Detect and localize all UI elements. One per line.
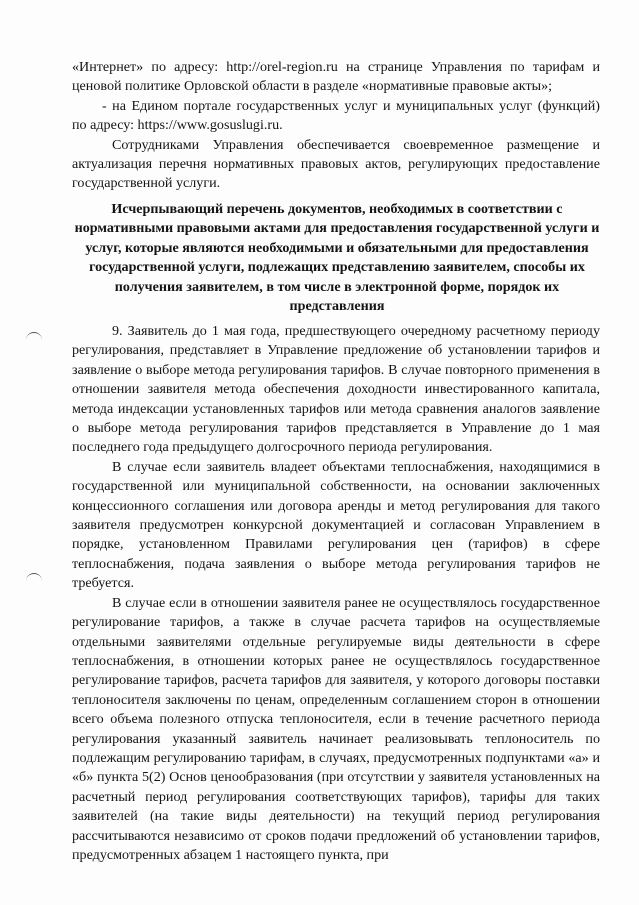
- body-paragraph-9: 9. Заявитель до 1 мая года, предшествующего очередному расчетному периоду регулирования, представляет в Управление предложение об установлении тарифов и заявление о выборе метода регулирования тарифов. В случае повторного применения в отношении заявителя метода обеспечения доходности инвестированного капитала, метода индексации установленных тарифов или метода сравнения аналогов заявление о выборе метода регулирования тарифов представляется в Управление до 1 мая последнего года предыдущего долгосрочного периода регулирования.: [72, 323, 600, 456]
- margin-mark: [26, 332, 42, 341]
- intro-paragraph-internet: «Интернет» по адресу: http://orel-region.ru на странице Управления по тарифам и ценовой политике Орловской области в разделе «нормативные правовые акты»;: [72, 59, 600, 95]
- intro-paragraph-staff: Сотрудниками Управления обеспечивается своевременное размещение и актуализация перечня нормативных правовых актов, регулирующих предоставление государственной услуги.: [72, 136, 600, 192]
- body-section: [72, 322, 600, 865]
- margin-mark: [26, 573, 42, 582]
- body-paragraph-regulation: В случае если в отношении заявителя ранее не осуществлялось государственное регулирование тарифов, а также в случае расчета тарифов на осуществляемые отдельными заявителями отдельные регулируемые виды деятельности в сфере теплоснабжения, в отношении которых ранее не осуществлялось государственное регулирование тарифов, расчета тарифов для заявителя, у которого договоры поставки теплоносителя заключены по ценам, определенным соглашением сторон в отношении всего объема полезного отпуска теплоносителя, если в течение расчетного периода регулирования указанный заявитель начинает реализовывать теплоноситель по подлежащим регулированию тарифам, в случаях, предусмотренных подпунктами «а» и «б» пункта 5(2) Основ ценообразования (при отсутствии у заявителя установленных на расчетный период регулирования соответствующих тарифов), тарифы для таких заявителей (на такие виды деятельности) на текущий период регулирования рассчитываются независимо от сроков подачи предложений об установлении тарифов, предусмотренных абзацем 1 настоящего пункта, при: [72, 594, 600, 863]
- intro-section: [72, 58, 600, 194]
- body-paragraph-heat-supply: В случае если заявитель владеет объектами теплоснабжения, находящимися в государственной или муниципальной собственности, на основании заключенных концессионного соглашения или договора аренды и метод регулирования для такого заявителя предусмотрен конкурсной документацией и согласован Управлением в порядке, установленном Правилами регулирования цен (тарифов) в сфере теплоснабжения, подача заявления о выборе метода регулирования тарифов не требуется.: [72, 458, 600, 592]
- intro-paragraph-gosuslugi: - на Едином портале государственных услуг и муниципальных услуг (функций) по адресу: https://www.gosuslugi.ru.: [72, 97, 600, 134]
- section-heading: Исчерпывающий перечень документов, необходимых в соответствии с нормативными правовыми актами для предоставления государственной услуги и услуг, которые являются необходимыми и обязательными для предоставления государственной услуги, подлежащих представлению заявителем, способы их получения заявителем, в том числе в электронной форме, порядок их представления: [74, 201, 600, 315]
